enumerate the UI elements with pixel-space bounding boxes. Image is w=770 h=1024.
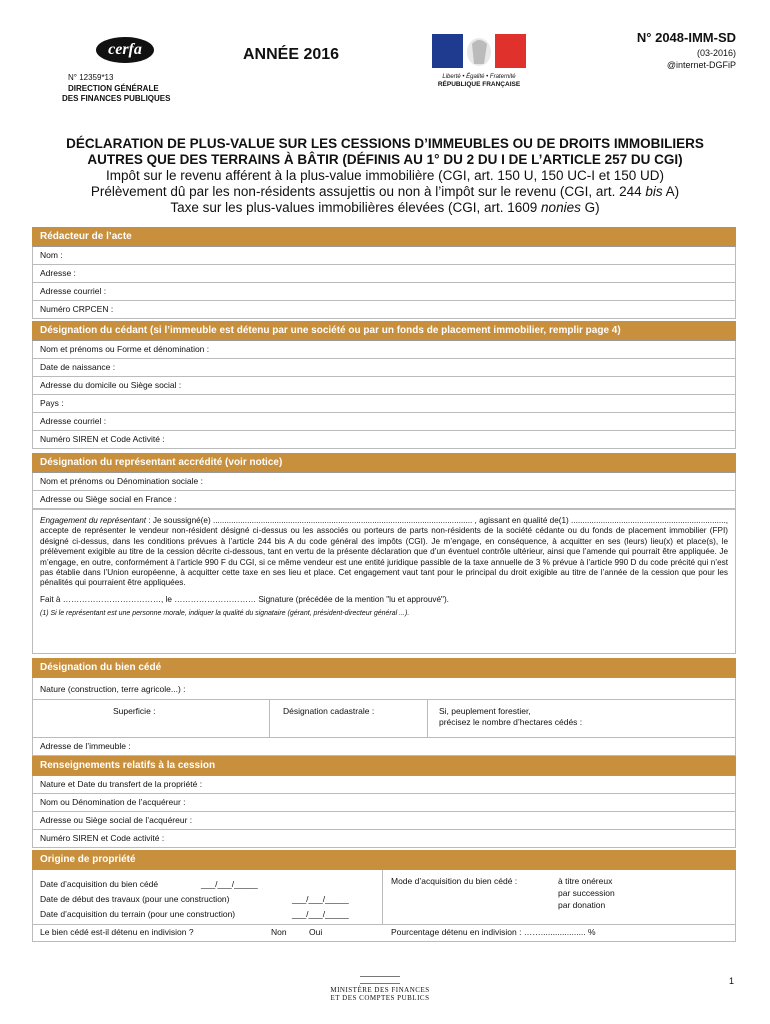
section-cedant: Désignation du cédant (si l’immeuble est détenu par une société ou par un fonds de placement immobilier, remplir page 4) xyxy=(32,321,736,341)
field-cedant-adresse[interactable]: Adresse du domicile ou Siège social : xyxy=(32,377,736,395)
field-representant-adresse[interactable]: Adresse ou Siège social en France : xyxy=(32,491,736,509)
form-number: N° 2048-IMM-SD xyxy=(636,30,736,45)
title-line1: DÉCLARATION DE PLUS-VALUE SUR LES CESSIONS D’IMMEUBLES OU DE DROITS IMMOBILIERS xyxy=(66,136,704,151)
title-line4 xyxy=(30,184,740,200)
section-bien: Désignation du bien cédé xyxy=(32,658,736,678)
peuplement-line1: Si, peuplement forestier, xyxy=(439,706,531,716)
field-cession-adresse[interactable]: Adresse ou Siège social de l’acquéreur : xyxy=(32,812,736,830)
direction-line2: DES FINANCES PUBLIQUES xyxy=(62,94,171,103)
section-origine: Origine de propriété xyxy=(32,850,736,870)
field-cadastrale[interactable]: Désignation cadastrale : xyxy=(283,706,375,716)
field-cedant-siren[interactable]: Numéro SIREN et Code Activité : xyxy=(32,431,736,449)
title-line5-text: Taxe sur les plus-values immobilières élevées (CGI, art. 1609 xyxy=(170,200,542,215)
indivision-non[interactable]: Non xyxy=(271,927,287,937)
divider xyxy=(427,700,428,737)
field-redacteur-adresse[interactable]: Adresse : xyxy=(32,265,736,283)
field-cedant-naissance[interactable]: Date de naissance : xyxy=(32,359,736,377)
date-terrain-input[interactable]: ___/___/_____ xyxy=(292,909,349,919)
field-cession-siren[interactable]: Numéro SIREN et Code activité : xyxy=(32,830,736,848)
engagement-paragraph xyxy=(40,516,728,589)
origine-grid xyxy=(32,870,736,942)
mode-acq-label: Mode d’acquisition du bien cédé : xyxy=(391,876,518,886)
date-travaux-input[interactable]: ___/___/_____ xyxy=(292,894,349,904)
divider xyxy=(269,700,270,737)
ministere-emblem-icon xyxy=(360,976,400,984)
title-line4-text: Prélèvement dû par les non-résidents assujettis ou non à l’impôt sur le revenu (CGI, art. 244 xyxy=(90,184,646,199)
form-number-block xyxy=(637,30,736,71)
footnote: (1) Si le représentant est une personne morale, indiquer la qualité du signataire (gérant, président-directeur général ...). xyxy=(40,610,410,618)
date-travaux-label: Date de début des travaux (pour une construction) xyxy=(40,894,230,904)
marianne-logo xyxy=(432,34,526,90)
mode-onereux[interactable]: à titre onéreux xyxy=(558,876,613,886)
peuplement-line2: précisez le nombre d’hectares cédés : xyxy=(439,717,583,727)
field-redacteur-nom[interactable]: Nom : xyxy=(32,247,736,265)
section-redacteur: Rédacteur de l’acte xyxy=(32,227,736,247)
field-cedant-courriel[interactable]: Adresse courriel : xyxy=(32,413,736,431)
ministere-logo xyxy=(320,976,440,1006)
title-line5-italic: nonies xyxy=(541,200,581,215)
form-source: @internet-DGFiP xyxy=(666,60,736,70)
date-acq-label: Date d’acquisition du bien cédé xyxy=(40,879,159,889)
field-bien-adresse[interactable]: Adresse de l’immeuble : xyxy=(32,738,736,756)
fait-line[interactable]: Fait à ………………………………, le ………………………… Signature (précédée de la mention "lu et approuvé"). xyxy=(40,594,449,604)
page-number: 1 xyxy=(728,976,734,986)
field-bien-nature[interactable]: Nature (construction, terre agricole...) : xyxy=(32,678,736,700)
form-edition: (03-2016) xyxy=(696,48,736,58)
ministere-line2: ET DES COMPTES PUBLICS xyxy=(330,994,430,1002)
field-superficie[interactable]: Superficie : xyxy=(113,706,156,716)
engagement-label: Engagement du représentant xyxy=(40,516,147,525)
indivision-label: Le bien cédé est-il détenu en indivision ? xyxy=(40,927,194,937)
title-line4-end: A) xyxy=(662,184,680,199)
ministere-line1: MINISTÈRE DES FINANCES xyxy=(330,986,430,994)
field-representant-nom[interactable]: Nom et prénoms ou Dénomination sociale : xyxy=(32,473,736,491)
cerfa-logo: cerfa xyxy=(96,37,154,63)
title-line4-italic: bis xyxy=(645,184,663,199)
title-line3: Impôt sur le revenu afférent à la plus-value immobilière (CGI, art. 150 U, 150 UC-I et 150 UD) xyxy=(106,168,664,183)
field-cession-acquereur[interactable]: Nom ou Dénomination de l’acquéreur : xyxy=(32,794,736,812)
divider xyxy=(382,870,383,924)
field-redacteur-crpcen[interactable]: Numéro CRPCEN : xyxy=(32,301,736,319)
date-terrain-label: Date d’acquisition du terrain (pour une construction) xyxy=(40,909,236,919)
field-peuplement[interactable] xyxy=(439,706,582,728)
marianne-motto: Liberté • Égalité • Fraternité xyxy=(442,74,516,80)
main-title xyxy=(30,136,740,216)
section-representant: Désignation du représentant accrédité (voir notice) xyxy=(32,453,736,473)
date-acq-input[interactable]: ___/___/_____ xyxy=(201,879,258,889)
tricolor-flag-icon xyxy=(432,34,526,68)
bien-grid xyxy=(32,700,736,738)
year-title: ANNÉE 2016 xyxy=(243,46,340,63)
indivision-oui[interactable]: Oui xyxy=(309,927,323,937)
field-redacteur-courriel[interactable]: Adresse courriel : xyxy=(32,283,736,301)
engagement-block xyxy=(32,509,736,654)
mode-succession[interactable]: par succession xyxy=(558,888,615,898)
field-cession-transfert[interactable]: Nature et Date du transfert de la propriété : xyxy=(32,776,736,794)
title-line5-end: G) xyxy=(580,200,600,215)
marianne-republique: RÉPUBLIQUE FRANÇAISE xyxy=(437,81,521,88)
direction-line1: DIRECTION GÉNÉRALE xyxy=(68,84,159,93)
field-cedant-nom[interactable]: Nom et prénoms ou Forme et dénomination : xyxy=(32,341,736,359)
title-line5 xyxy=(30,200,740,216)
mode-donation[interactable]: par donation xyxy=(558,900,606,910)
title-line2: AUTRES QUE DES TERRAINS À BÂTIR (DÉFINIS AU 1° DU 2 DU I DE L’ARTICLE 257 DU CGI) xyxy=(87,152,683,167)
indivision-pourcentage[interactable]: Pourcentage détenu en indivision : ……................... % xyxy=(391,927,596,937)
field-cedant-pays[interactable]: Pays : xyxy=(32,395,736,413)
cerfa-number: N° 12359*13 xyxy=(68,73,114,82)
divider xyxy=(33,924,735,925)
engagement-text: : Je soussigné(e) .................................................................................................................. , agissant en qualité de(1) ...................................................................., accepte de représenter le vendeur non-résident désigné ci-dessus ou les associés ou porteurs de parts non-résidents de la société cédante ou du fonds de placement immobilier (FPI) désigné ci-dessus, dans les conditions prévues à l’article 244 bis A du code général des impôts (CGI). Je m’engage, en conséquence, à acquitter en ses (leurs) lieu(x) et place(s), le prélèvement exigible au titre de la cession décrite ci-dessous, tant en vertu de la présente déclaration que d’un éventuel contrôle ultérieur, ainsi que l’amende qui pourrait être appliquée. Je m’engage, en outre, conformément à l’article 990 F du CGI, si ce même vendeur est une entité juridique passible de la taxe annuelle de 3 % prévue à l’article 990 D du code précité qui n’est pas établie dans l’Union européenne, à acquitter cette taxe en ses lieu et place. Cet engagement vaut tant pour le principal du droit exigible au titre de l’année de la cession que pour les pénalités qui pourraient être appliquées. xyxy=(40,516,729,588)
section-cession: Renseignements relatifs à la cession xyxy=(32,756,736,776)
